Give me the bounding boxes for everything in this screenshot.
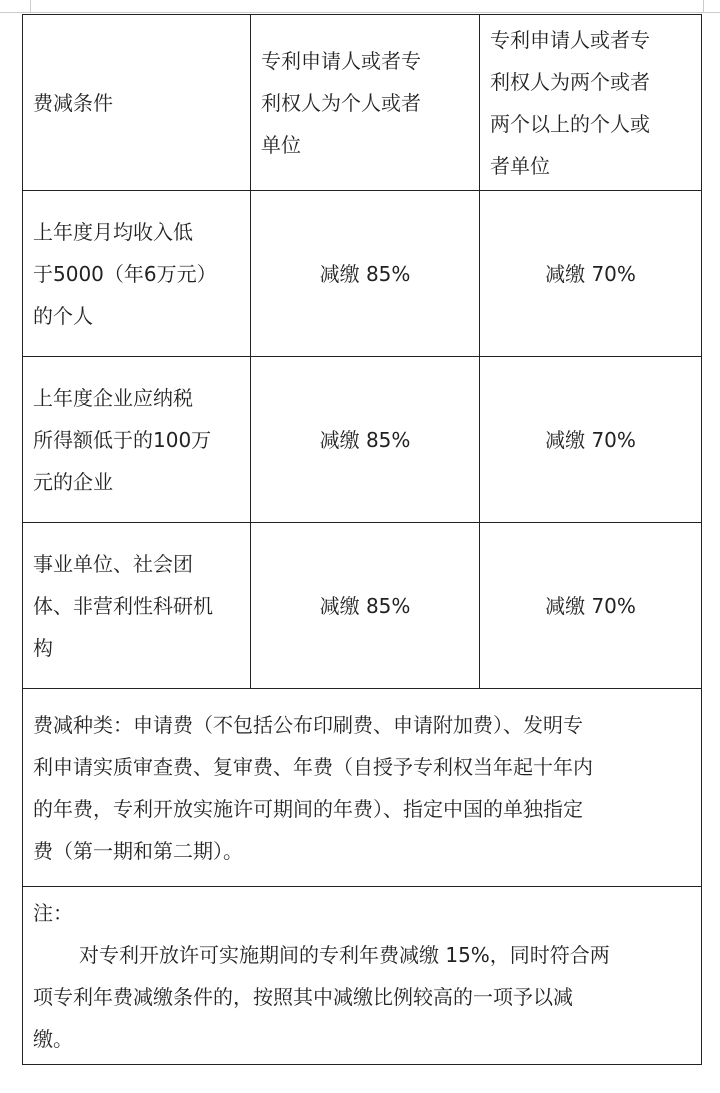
fee-types-text: 的年费，专利开放实施许可期间的年费）、指定中国的单独指定 [33, 796, 583, 821]
table-row [23, 523, 702, 689]
header-text: 单位 [261, 132, 301, 157]
condition-cell [23, 523, 251, 689]
condition-text: 体、非营利性科研机 [33, 593, 213, 618]
header-text: 专利申请人或者专 [490, 27, 650, 52]
condition-cell [23, 191, 251, 357]
note-row [23, 887, 702, 1065]
single-rate-cell: 减缴 85% [251, 523, 480, 689]
single-rate-cell: 减缴 85% [251, 191, 480, 357]
note-text: 项专利年费减缴条件的，按照其中减缴比例较高的一项予以减 [33, 984, 573, 1009]
note-text: 对专利开放许可实施期间的专利年费减缴 15%，同时符合两 [79, 942, 610, 967]
header-text: 费减条件 [33, 90, 113, 115]
page-edge-left [30, 0, 31, 12]
header-single [251, 15, 480, 191]
table-row [23, 191, 702, 357]
header-text: 专利申请人或者专 [261, 48, 421, 73]
note-title: 注： [33, 900, 73, 925]
fee-types-text: 费（第一期和第二期）。 [33, 838, 243, 863]
page-edge-top [0, 12, 720, 13]
multiple-rate-cell: 减缴 70% [480, 523, 702, 689]
header-condition [23, 15, 251, 191]
header-text: 利权人为两个或者 [490, 69, 650, 94]
condition-text: 于5000（年6万元） [33, 261, 217, 286]
header-text: 者单位 [490, 153, 550, 178]
condition-text: 所得额低于的100万 [33, 427, 212, 452]
table-row [23, 357, 702, 523]
condition-cell [23, 357, 251, 523]
fee-types-row [23, 689, 702, 887]
condition-text: 构 [33, 635, 53, 660]
page-edge-right [703, 0, 704, 12]
multiple-rate-cell: 减缴 70% [480, 191, 702, 357]
condition-text: 上年度月均收入低 [33, 219, 193, 244]
header-multiple [480, 15, 702, 191]
condition-text: 元的企业 [33, 469, 113, 494]
multiple-rate-cell: 减缴 70% [480, 357, 702, 523]
header-text: 两个以上的个人或 [490, 111, 650, 136]
header-text: 利权人为个人或者 [261, 90, 421, 115]
table-header-row [23, 15, 702, 191]
note-text: 缴。 [33, 1026, 73, 1051]
condition-text: 上年度企业应纳税 [33, 385, 193, 410]
single-rate-cell: 减缴 85% [251, 357, 480, 523]
fee-reduction-table [22, 14, 702, 1065]
fee-types-text: 费减种类：申请费（不包括公布印刷费、申请附加费）、发明专 [33, 712, 583, 737]
fee-types-text: 利申请实质审查费、复审费、年费（自授予专利权当年起十年内 [33, 754, 593, 779]
note-cell [23, 887, 702, 1065]
fee-types-cell [23, 689, 702, 887]
condition-text: 事业单位、社会团 [33, 551, 193, 576]
condition-text: 的个人 [33, 303, 93, 328]
